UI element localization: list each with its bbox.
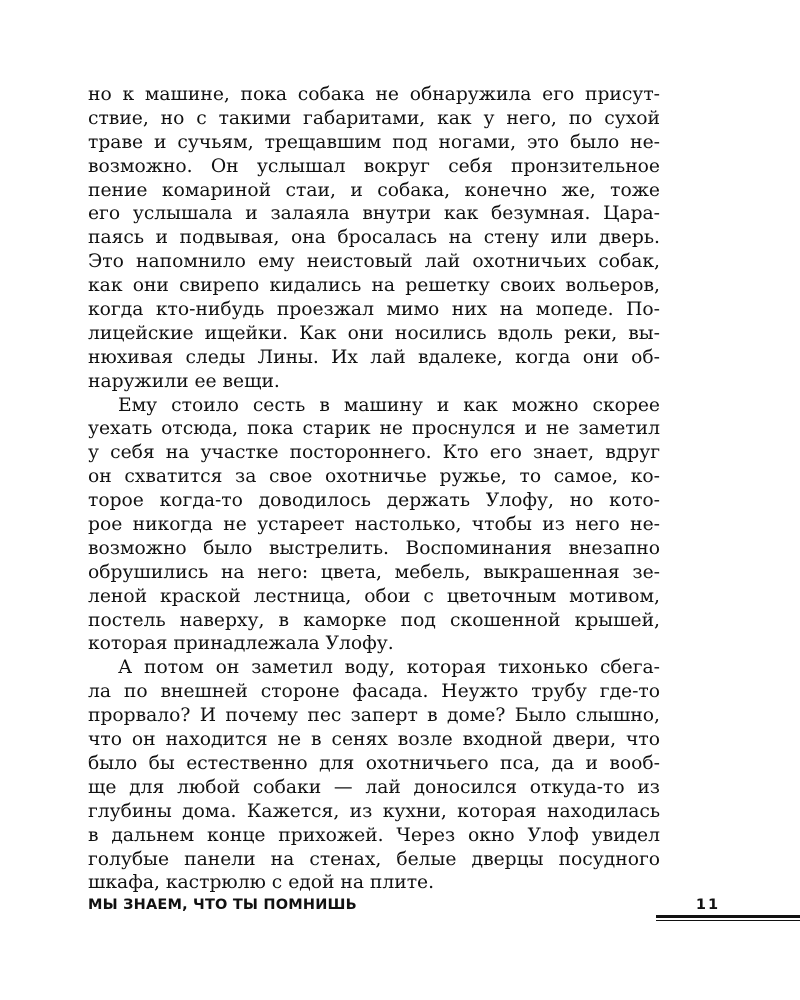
text-line: паясь и подвывая, она бросалась на стену или дверь. (88, 227, 660, 249)
text-line: траве и сучьям, трещавшим под ногами, это было не- (88, 131, 660, 153)
page-number: 11 (695, 897, 721, 913)
footer-rule-thick (656, 915, 800, 918)
paragraph-start-line: Ему стоило сесть в машину и как можно скорее (118, 394, 660, 416)
text-line: голубые панели на стенах, белые дверцы посудного (88, 848, 660, 870)
text-line: ствие, но с такими габаритами, как у него, по сухой (88, 107, 660, 129)
text-line: возможно было выстрелить. Воспоминания внезапно (88, 537, 660, 559)
text-line: наружили ее вещи. (88, 370, 280, 392)
text-line: пение комариной стаи, и собака, конечно же, тоже (88, 179, 660, 201)
running-title: МЫ ЗНАЕМ, ЧТО ТЫ ПОМНИШЬ (88, 897, 357, 913)
text-line: как они свирепо кидались на решетку своих вольеров, (88, 275, 660, 297)
text-line: рое никогда не устареет настолько, чтобы из него не- (88, 514, 660, 536)
text-line: его услышала и залаяла внутри как безумная. Цара- (88, 203, 660, 225)
text-line: ла по внешней стороне фасада. Неужто трубу где-то (88, 681, 660, 703)
text-line: когда кто-нибудь проезжал мимо них на мопеде. По- (88, 299, 660, 321)
text-line: прорвало? И почему пес заперт в доме? Было слышно, (88, 705, 660, 727)
text-line: постель наверху, в каморке под скошенной крышей, (88, 609, 660, 631)
page-footer (88, 896, 800, 918)
text-line: было бы естественно для охотничьего пса, да и вооб- (88, 752, 660, 774)
text-line: лицейские ищейки. Как они носились вдоль реки, вы- (88, 322, 660, 344)
body-text (88, 83, 660, 895)
text-line: возможно. Он услышал вокруг себя пронзительное (88, 155, 660, 177)
text-line: обрушились на него: цвета, мебель, выкрашенная зе- (88, 561, 660, 583)
text-line: Это напомнило ему неистовый лай охотничьих собак, (88, 251, 660, 273)
text-line: которая принадлежала Улофу. (88, 633, 394, 655)
text-line: глубины дома. Кажется, из кухни, которая находилась (88, 800, 660, 822)
text-line: ще для любой собаки — лай доносился откуда-то из (88, 776, 660, 798)
text-line: он схватится за свое охотничье ружье, то самое, ко- (88, 466, 660, 488)
text-line: что он находится не в сенях возле входной двери, что (88, 729, 660, 751)
paragraph-start-line: А потом он заметил воду, которая тихонько сбега- (118, 657, 660, 679)
text-line: у себя на участке постороннего. Кто его знает, вдруг (88, 442, 660, 464)
footer-rule-thin (656, 920, 800, 921)
text-line: в дальнем конце прихожей. Через окно Улоф увидел (88, 824, 660, 846)
text-line: нюхивая следы Лины. Их лай вдалеке, когда они об- (88, 346, 660, 368)
text-line: леной краской лестница, обои с цветочным мотивом, (88, 585, 660, 607)
text-line: но к машине, пока собака не обнаружила его присут- (88, 84, 660, 105)
text-line: торое когда-то доводилось держать Улофу, но кото- (88, 490, 660, 512)
text-line: уехать отсюда, пока старик не проснулся и не заметил (88, 418, 660, 440)
text-line: шкафа, кастрюлю с едой на плите. (88, 872, 435, 894)
